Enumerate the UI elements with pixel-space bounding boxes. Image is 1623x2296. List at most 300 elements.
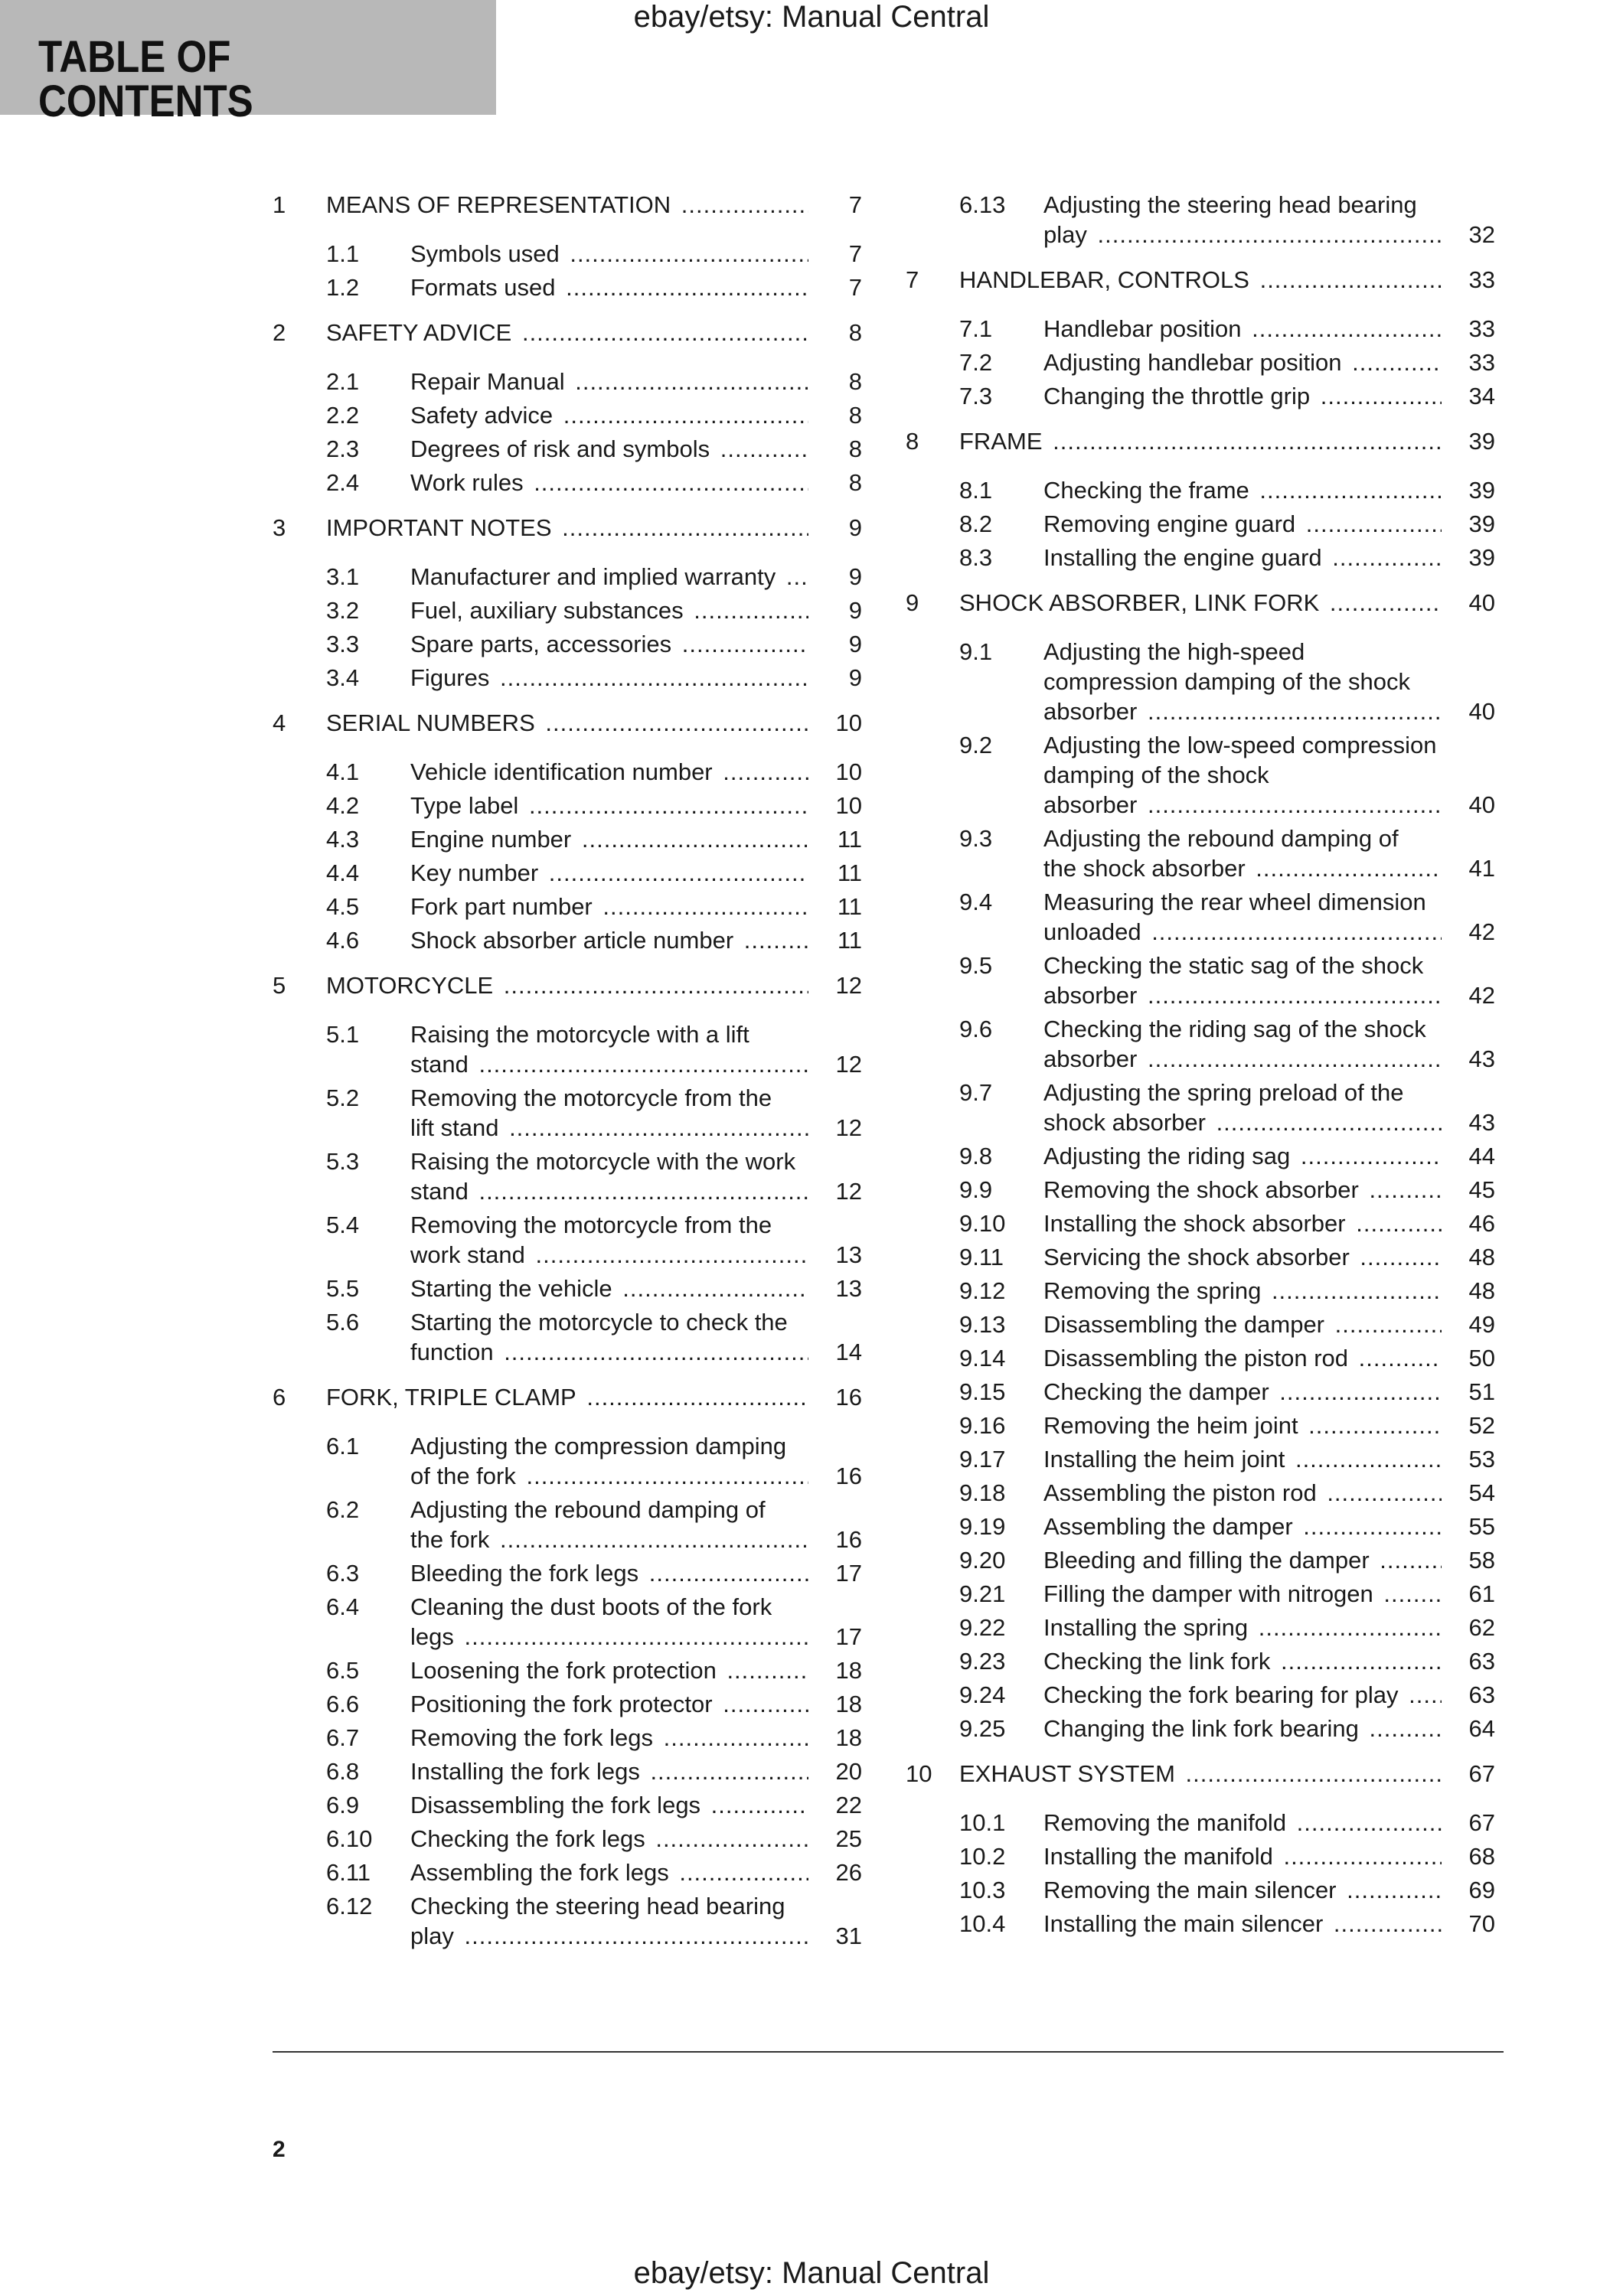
section-number: 9.2	[959, 732, 993, 758]
section-number: 9.7	[959, 1079, 993, 1106]
section-number: 9.8	[959, 1143, 993, 1169]
toc-section-entry[interactable]	[906, 1208, 1495, 1238]
section-title-last-text: Figures	[410, 664, 492, 691]
section-page: 45	[1449, 1175, 1495, 1205]
section-page: 16	[816, 1461, 862, 1491]
chapter-title	[326, 318, 808, 347]
toc-section-entry[interactable]	[906, 347, 1495, 377]
section-title-last-text: Adjusting handlebar position	[1043, 349, 1345, 376]
section-number: 5.4	[326, 1212, 360, 1238]
section-title-last-text: play	[1043, 221, 1090, 248]
toc-section-entry[interactable]	[906, 509, 1495, 539]
toc-section-entry[interactable]	[906, 190, 1495, 249]
toc-section-entry[interactable]	[906, 1579, 1495, 1609]
toc-section-entry[interactable]	[906, 1646, 1495, 1676]
section-title	[410, 925, 808, 955]
section-page: 26	[816, 1857, 862, 1887]
section-page: 11	[816, 858, 862, 888]
section-title-lead: Removing the motorcycle from the	[410, 1212, 772, 1238]
toc-section-entry[interactable]	[273, 1857, 862, 1887]
chapter-page: 33	[1449, 265, 1495, 295]
section-title	[410, 1083, 808, 1143]
section-title	[1043, 637, 1442, 726]
toc-section-entry[interactable]	[906, 823, 1495, 883]
section-title-last	[410, 1525, 808, 1554]
watermark-top: ebay/etsy: Manual Central	[633, 0, 990, 34]
section-page: 43	[1449, 1107, 1495, 1137]
toc-section-entry[interactable]	[273, 757, 862, 787]
chapter-title-text: FRAME	[959, 428, 1046, 455]
section-title-last	[1043, 543, 1442, 572]
toc-section-entry[interactable]	[273, 1723, 862, 1753]
section-title-last-text: Assembling the fork legs	[410, 1859, 672, 1886]
toc-section-entry[interactable]	[273, 239, 862, 269]
toc-section-entry[interactable]	[906, 1309, 1495, 1339]
toc-section-entry[interactable]	[906, 637, 1495, 726]
section-title-last	[410, 562, 808, 592]
section-title-lead: Adjusting the compression damping	[410, 1433, 787, 1459]
chapter-number: 1	[273, 191, 286, 218]
toc-section-entry[interactable]	[273, 925, 862, 955]
toc-section-entry[interactable]	[273, 1146, 862, 1206]
toc-section-entry[interactable]	[273, 1756, 862, 1786]
toc-section-entry[interactable]	[273, 824, 862, 854]
section-title-last	[410, 1723, 808, 1753]
section-number: 9.25	[959, 1715, 1006, 1742]
section-title-last-text: Checking the damper	[1043, 1378, 1272, 1405]
toc-section-entry[interactable]	[273, 858, 862, 888]
chapter-page: 7	[816, 190, 862, 220]
toc-section-entry[interactable]	[273, 1891, 862, 1951]
section-number: 5.2	[326, 1084, 360, 1111]
section-number: 9.22	[959, 1614, 1006, 1641]
section-title-last-text: Loosening the fork protection	[410, 1657, 720, 1684]
toc-section-entry[interactable]	[906, 1545, 1495, 1575]
section-title-last	[410, 892, 808, 921]
section-title	[410, 1146, 808, 1206]
section-page: 8	[816, 468, 862, 497]
chapter-number: 2	[273, 319, 286, 346]
section-title-last-text: Changing the link fork bearing	[1043, 1715, 1362, 1742]
section-title	[410, 757, 808, 787]
section-title	[410, 239, 808, 269]
section-title-last-text: play	[410, 1923, 457, 1949]
section-title	[1043, 1141, 1442, 1171]
section-title-last	[1043, 1276, 1442, 1306]
section-number: 9.4	[959, 889, 993, 915]
section-number: 5.5	[326, 1275, 360, 1302]
section-title-last-text: function	[410, 1339, 497, 1365]
toc-section-entry[interactable]	[906, 1841, 1495, 1871]
toc-section-entry[interactable]	[906, 475, 1495, 505]
chapter-number: 4	[273, 709, 286, 736]
toc-section-entry[interactable]	[273, 468, 862, 497]
section-number: 6.1	[326, 1433, 360, 1459]
toc-chapter-entry[interactable]	[906, 588, 1495, 621]
chapter-number: 6	[273, 1384, 286, 1411]
section-number: 9.12	[959, 1277, 1006, 1304]
section-title-last	[1043, 509, 1442, 539]
section-title-lead: Adjusting the spring preload of the	[1043, 1079, 1404, 1106]
section-number: 6.6	[326, 1691, 360, 1717]
section-title	[1043, 1478, 1442, 1508]
toc-section-entry[interactable]	[906, 1478, 1495, 1508]
section-title-lead: Checking the static sag of the shock	[1043, 952, 1424, 979]
section-page: 7	[816, 239, 862, 269]
toc-section-entry[interactable]	[906, 1343, 1495, 1373]
section-title	[410, 400, 808, 430]
section-page: 69	[1449, 1875, 1495, 1905]
section-title	[1043, 887, 1442, 947]
section-title-last-text: Manufacturer and implied warranty	[410, 563, 779, 590]
section-title	[1043, 381, 1442, 411]
section-title	[1043, 1309, 1442, 1339]
section-title-last-text: shock absorber	[1043, 1109, 1209, 1136]
section-title-last	[1043, 1680, 1442, 1710]
section-title-last	[1043, 1411, 1442, 1440]
section-title-lead: Removing the motorcycle from the	[410, 1084, 772, 1111]
section-title	[410, 562, 808, 592]
toc-chapter-entry[interactable]	[906, 1759, 1495, 1792]
toc-section-entry[interactable]	[906, 1680, 1495, 1710]
section-title-last-text: Positioning the fork protector	[410, 1691, 716, 1717]
section-page: 55	[1449, 1512, 1495, 1541]
section-page: 12	[816, 1049, 862, 1079]
section-title-last-text: Removing the heim joint	[1043, 1412, 1301, 1439]
section-page: 41	[1449, 853, 1495, 883]
section-title-last	[410, 1113, 808, 1143]
section-title-last-text: the shock absorber	[1043, 855, 1249, 882]
toc-section-entry[interactable]	[273, 1824, 862, 1854]
toc-chapter-group	[906, 426, 1495, 572]
section-number: 4.4	[326, 859, 360, 886]
section-title-last	[1043, 381, 1442, 411]
section-title-last	[1043, 853, 1442, 883]
section-title	[410, 1655, 808, 1685]
chapter-page: 39	[1449, 426, 1495, 456]
toc-chapter-entry[interactable]	[906, 265, 1495, 298]
section-number: 4.2	[326, 792, 360, 819]
toc-section-entry[interactable]	[273, 367, 862, 396]
section-page: 52	[1449, 1411, 1495, 1440]
section-title-last	[1043, 347, 1442, 377]
section-title	[1043, 1208, 1442, 1238]
chapter-number: 10	[906, 1760, 932, 1787]
toc-chapter-group	[906, 1759, 1495, 1939]
toc-section-entry[interactable]	[273, 272, 862, 302]
section-title-last-text: Installing the shock absorber	[1043, 1210, 1349, 1237]
section-page: 61	[1449, 1579, 1495, 1609]
section-page: 43	[1449, 1044, 1495, 1074]
section-page: 7	[816, 272, 862, 302]
toc-chapter-entry[interactable]	[273, 708, 862, 742]
toc-section-entry[interactable]	[273, 892, 862, 921]
section-title-last	[410, 468, 808, 497]
section-title-last	[1043, 1545, 1442, 1575]
toc-section-entry[interactable]	[273, 434, 862, 464]
section-title	[1043, 1613, 1442, 1642]
toc-section-entry[interactable]	[906, 1444, 1495, 1474]
section-page: 9	[816, 595, 862, 625]
toc-section-entry[interactable]	[906, 1613, 1495, 1642]
toc-section-entry[interactable]	[273, 663, 862, 693]
section-title-lead: Starting the motorcycle to check the	[410, 1309, 788, 1336]
section-title	[1043, 1545, 1442, 1575]
watermark-bottom: ebay/etsy: Manual Central	[633, 2256, 990, 2290]
section-title	[410, 595, 808, 625]
section-page: 25	[816, 1824, 862, 1854]
toc-section-entry[interactable]	[273, 1019, 862, 1079]
section-title-last	[410, 663, 808, 693]
section-title-last	[1043, 1044, 1442, 1074]
section-page: 18	[816, 1723, 862, 1753]
section-page: 54	[1449, 1478, 1495, 1508]
section-title	[1043, 1841, 1442, 1871]
toc-chapter-group	[906, 588, 1495, 1743]
section-title-last	[1043, 1613, 1442, 1642]
section-title	[410, 1689, 808, 1719]
toc-section-entry[interactable]	[906, 730, 1495, 820]
section-title-last	[1043, 1579, 1442, 1609]
section-number: 9.3	[959, 825, 993, 852]
section-title-lead: Adjusting the rebound damping of	[1043, 825, 1399, 852]
section-page: 39	[1449, 543, 1495, 572]
section-title-last	[410, 1824, 808, 1854]
section-title-last	[410, 791, 808, 820]
section-title-last-text: Bleeding the fork legs	[410, 1560, 642, 1587]
section-title	[410, 434, 808, 464]
section-title-last-text: Fuel, auxiliary substances	[410, 597, 687, 624]
toc-section-entry[interactable]	[906, 314, 1495, 344]
section-title-last	[1043, 1909, 1442, 1939]
toc-section-entry[interactable]	[906, 1175, 1495, 1205]
toc-chapter-entry[interactable]	[273, 970, 862, 1004]
toc-section-entry[interactable]	[273, 1431, 862, 1491]
section-title-last	[1043, 1377, 1442, 1407]
section-page: 18	[816, 1689, 862, 1719]
toc-section-entry[interactable]	[906, 1808, 1495, 1838]
section-title	[1043, 1714, 1442, 1743]
section-number: 9.6	[959, 1016, 993, 1042]
toc-section-entry[interactable]	[273, 1495, 862, 1554]
section-title-last-text: Checking the link fork	[1043, 1648, 1273, 1675]
section-title	[1043, 347, 1442, 377]
section-title-last-text: stand	[410, 1051, 472, 1078]
section-number: 9.11	[959, 1244, 1004, 1270]
chapter-title-text: IMPORTANT NOTES	[326, 514, 555, 541]
section-title	[1043, 509, 1442, 539]
toc-section-entry[interactable]	[273, 1655, 862, 1685]
section-title-last-text: Safety advice	[410, 402, 556, 429]
toc-section-entry[interactable]	[906, 381, 1495, 411]
section-title	[1043, 1377, 1442, 1407]
section-title-last	[410, 1558, 808, 1588]
section-title-last	[1043, 1309, 1442, 1339]
section-title-last	[410, 629, 808, 659]
toc-section-entry[interactable]	[906, 1512, 1495, 1541]
toc-right-column	[906, 190, 1495, 1954]
section-number: 1.2	[326, 274, 360, 301]
toc-chapter-entry[interactable]	[273, 1382, 862, 1416]
section-title-last-text: Fork part number	[410, 893, 596, 920]
section-page: 17	[816, 1622, 862, 1652]
section-page: 48	[1449, 1276, 1495, 1306]
toc-section-entry[interactable]	[273, 595, 862, 625]
section-title-last-text: Symbols used	[410, 240, 563, 267]
chapter-title	[326, 190, 808, 220]
section-page: 12	[816, 1113, 862, 1143]
section-title-last-text: Key number	[410, 859, 541, 886]
section-page: 46	[1449, 1208, 1495, 1238]
section-title	[1043, 543, 1442, 572]
section-title	[410, 1210, 808, 1270]
toc-section-entry[interactable]	[906, 1377, 1495, 1407]
toc-section-entry[interactable]	[906, 1276, 1495, 1306]
section-number: 7.1	[959, 315, 993, 342]
chapter-number: 5	[273, 972, 286, 999]
section-page: 32	[1449, 220, 1495, 249]
section-number: 9.24	[959, 1681, 1006, 1708]
toc-section-entry[interactable]	[273, 1274, 862, 1303]
section-title-last	[410, 858, 808, 888]
toc-section-entry[interactable]	[273, 1210, 862, 1270]
section-page: 68	[1449, 1841, 1495, 1871]
section-title-last	[1043, 1646, 1442, 1676]
section-title	[1043, 1175, 1442, 1205]
section-title-last	[410, 1274, 808, 1303]
section-number: 7.3	[959, 383, 993, 409]
chapter-number: 3	[273, 514, 286, 541]
toc-section-entry[interactable]	[906, 543, 1495, 572]
section-page: 9	[816, 562, 862, 592]
page-title: TABLE OF CONTENTS	[38, 32, 253, 126]
section-title-last-text: Degrees of risk and symbols	[410, 435, 713, 462]
section-title	[1043, 314, 1442, 344]
section-page: 44	[1449, 1141, 1495, 1171]
toc-section-entry[interactable]	[273, 400, 862, 430]
section-title	[1043, 1343, 1442, 1373]
section-page: 12	[816, 1176, 862, 1206]
section-title-last-text: Adjusting the riding sag	[1043, 1143, 1293, 1169]
section-title-last	[1043, 1107, 1442, 1137]
section-title	[410, 663, 808, 693]
section-title	[410, 791, 808, 820]
section-number: 10.3	[959, 1877, 1006, 1903]
section-title	[410, 1824, 808, 1854]
chapter-number: 8	[906, 428, 919, 455]
section-title	[410, 824, 808, 854]
chapter-title-text: FORK, TRIPLE CLAMP	[326, 1384, 580, 1411]
toc-section-entry[interactable]	[906, 951, 1495, 1010]
section-title	[1043, 1276, 1442, 1306]
toc-section-entry[interactable]	[273, 1558, 862, 1588]
toc-section-entry[interactable]	[273, 791, 862, 820]
toc-section-entry[interactable]	[273, 562, 862, 592]
chapter-title-text: EXHAUST SYSTEM	[959, 1760, 1178, 1787]
toc-section-entry[interactable]	[273, 1592, 862, 1652]
section-title	[1043, 1680, 1442, 1710]
section-title	[410, 858, 808, 888]
section-title	[1043, 1014, 1442, 1074]
section-title	[1043, 1242, 1442, 1272]
section-page: 42	[1449, 917, 1495, 947]
section-page: 63	[1449, 1646, 1495, 1676]
toc-chapter-entry[interactable]	[906, 426, 1495, 460]
toc-section-entry[interactable]	[906, 1875, 1495, 1905]
section-number: 3.2	[326, 597, 360, 624]
section-number: 6.5	[326, 1657, 360, 1684]
toc-chapter-entry[interactable]	[273, 318, 862, 351]
toc-section-entry[interactable]	[906, 1411, 1495, 1440]
section-number: 10.2	[959, 1843, 1006, 1870]
section-number: 8.1	[959, 477, 993, 504]
section-number: 9.18	[959, 1479, 1006, 1506]
section-title-last-text: absorber	[1043, 1045, 1140, 1072]
section-title	[410, 1790, 808, 1820]
section-page: 63	[1449, 1680, 1495, 1710]
section-number: 9.10	[959, 1210, 1006, 1237]
toc-section-entry[interactable]	[906, 1242, 1495, 1272]
section-title-last	[410, 239, 808, 269]
section-title-last-text: Assembling the damper	[1043, 1513, 1296, 1540]
chapter-page: 10	[816, 708, 862, 738]
section-title-last	[1043, 314, 1442, 344]
toc-section-entry[interactable]	[273, 1689, 862, 1719]
toc-section-entry[interactable]	[906, 1141, 1495, 1171]
toc-section-entry[interactable]	[906, 1909, 1495, 1939]
toc-section-entry[interactable]	[273, 629, 862, 659]
section-number: 9.5	[959, 952, 993, 979]
section-title	[1043, 1579, 1442, 1609]
section-title-last	[410, 1655, 808, 1685]
section-page: 22	[816, 1790, 862, 1820]
toc-section-entry[interactable]	[906, 1714, 1495, 1743]
section-title-last-text: Disassembling the piston rod	[1043, 1345, 1351, 1371]
section-title-last	[410, 595, 808, 625]
section-number: 3.1	[326, 563, 360, 590]
section-number: 9.16	[959, 1412, 1006, 1439]
toc-section-entry[interactable]	[906, 887, 1495, 947]
section-title-last-text: Checking the fork legs	[410, 1825, 648, 1852]
toc-section-entry[interactable]	[273, 1307, 862, 1367]
section-page: 13	[816, 1240, 862, 1270]
toc-section-entry[interactable]	[906, 1078, 1495, 1137]
section-title-last	[1043, 1175, 1442, 1205]
section-page: 40	[1449, 696, 1495, 726]
toc-section-entry[interactable]	[273, 1083, 862, 1143]
section-title-last	[1043, 1208, 1442, 1238]
section-title-lead: Cleaning the dust boots of the fork	[410, 1593, 772, 1620]
toc-chapter-entry[interactable]	[273, 513, 862, 546]
section-number: 1.1	[326, 240, 360, 267]
section-title-last	[1043, 1841, 1442, 1871]
section-title-last-text: Disassembling the fork legs	[410, 1792, 704, 1818]
toc-section-entry[interactable]	[906, 1014, 1495, 1074]
toc-chapter-entry[interactable]	[273, 190, 862, 223]
section-title-last	[410, 1176, 808, 1206]
section-page: 9	[816, 663, 862, 693]
section-number: 6.3	[326, 1560, 360, 1587]
chapter-page: 67	[1449, 1759, 1495, 1789]
section-number: 6.9	[326, 1792, 360, 1818]
section-page: 39	[1449, 509, 1495, 539]
section-title-last	[410, 1461, 808, 1491]
section-page: 33	[1449, 314, 1495, 344]
section-title	[1043, 951, 1442, 1010]
section-number: 6.2	[326, 1496, 360, 1523]
section-number: 6.12	[326, 1893, 373, 1919]
toc-section-entry[interactable]	[273, 1790, 862, 1820]
